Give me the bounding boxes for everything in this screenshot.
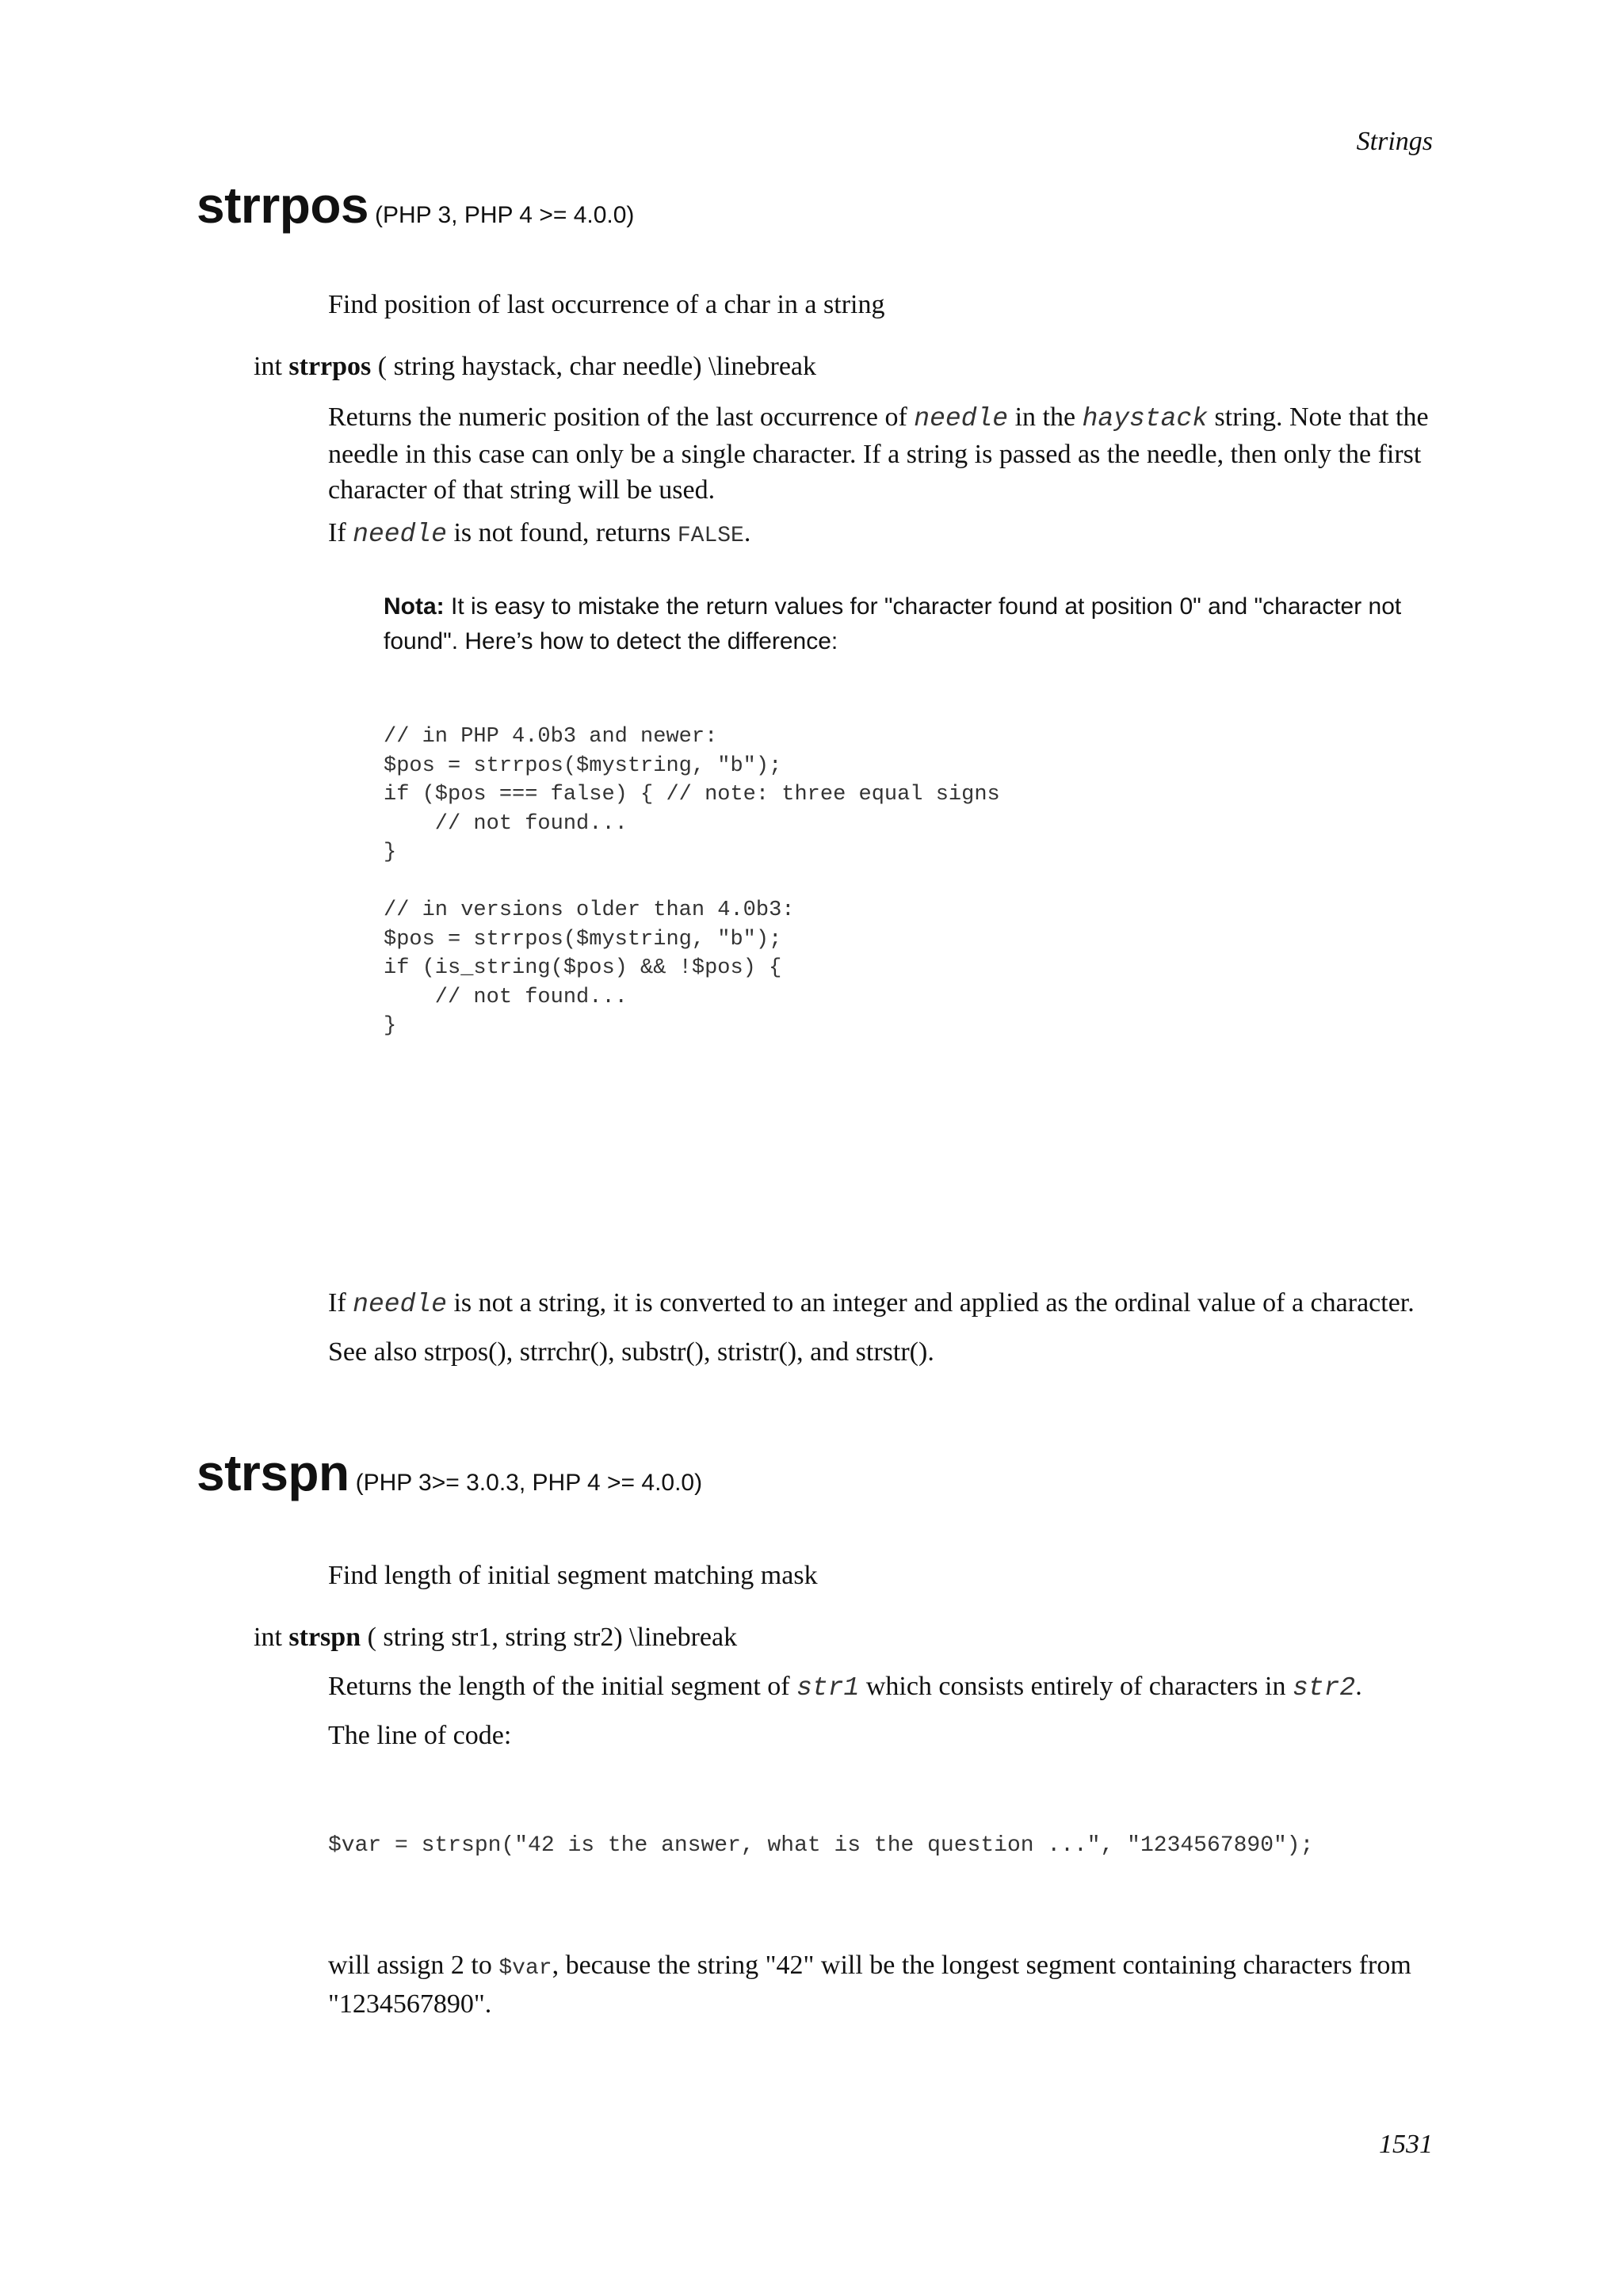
text-run: If — [328, 1288, 346, 1318]
parameter-name: needle — [914, 404, 1009, 433]
return-value-paragraph — [328, 515, 1438, 554]
code-example: // in PHP 4.0b3 and newer: $pos = strrpos($mystring, "b"); if ($pos === false) { // note: three equal signs // not found... } // in versions older than 4.0b3: $pos = strrpos($mystring, "b"); if (is_string($pos) && !$pos) { // not found... } — [384, 725, 1000, 1038]
note-text: It is easy to mistake the return values for "character found at position 0" and "character not found". Here’s how to detect the difference: — [384, 593, 1402, 654]
text-run: Returns the numeric position of the last occurrence of — [328, 402, 907, 432]
parameter-name: str1 — [796, 1673, 860, 1703]
result-explanation — [328, 1947, 1438, 2022]
parameter-name: needle — [353, 1290, 447, 1319]
note-label: Nota: — [384, 593, 445, 620]
text-run: . — [743, 518, 751, 547]
function-synopsis — [254, 349, 816, 384]
description-paragraph — [328, 1669, 1438, 1706]
note-block — [384, 589, 1438, 659]
synopsis-params: ( string str1, string str2) \linebreak — [367, 1623, 738, 1652]
parameter-name: haystack — [1082, 404, 1209, 433]
text-run: , because the string "42" will be the longest segment containing characters from "1234567890". — [328, 1951, 1411, 2019]
return-type: int — [254, 352, 282, 381]
text-run: will assign 2 to — [328, 1951, 492, 1980]
text-run: If — [328, 518, 346, 547]
page-number: 1531 — [1379, 2130, 1433, 2159]
constant-name: FALSE — [677, 524, 744, 548]
synopsis-function-name: strrpos — [288, 352, 372, 381]
function-name: strspn — [197, 1444, 349, 1501]
variable-name: $var — [498, 1956, 552, 1981]
parameter-name: needle — [353, 520, 447, 549]
function-purpose: Find length of initial segment matching mask — [328, 1561, 818, 1590]
version-info: (PHP 3, PHP 4 >= 4.0.0) — [375, 202, 635, 228]
text-run: is not a string, it is converted to an integer and applied as the ordinal value of a character. — [453, 1288, 1415, 1318]
synopsis-function-name: strspn — [288, 1623, 361, 1652]
running-header: Strings — [1356, 127, 1433, 156]
text-run: . — [1355, 1672, 1362, 1701]
description-paragraph — [328, 399, 1438, 508]
code-intro: The line of code: — [328, 1721, 512, 1750]
text-run: which consists entirely of characters in — [865, 1672, 1286, 1701]
text-run: Returns the length of the initial segment of — [328, 1672, 790, 1701]
text-run: string. Note that the needle in this case can only be a single character. If a string is passed as the needle, then only the first character of that string will be used. — [328, 402, 1429, 505]
text-run: is not found, returns — [453, 518, 671, 547]
synopsis-params: ( string haystack, char needle) \linebreak — [377, 352, 816, 381]
function-synopsis — [254, 1619, 737, 1655]
return-type: int — [254, 1623, 282, 1652]
code-example: $var = strspn("42 is the answer, what is the question ...", "1234567890"); — [328, 1833, 1314, 1858]
needle-conversion-paragraph — [328, 1285, 1438, 1322]
function-name: strrpos — [197, 177, 369, 234]
text-run: in the — [1014, 402, 1076, 432]
version-info: (PHP 3>= 3.0.3, PHP 4 >= 4.0.0) — [355, 1470, 703, 1496]
see-also: See also strpos(), strrchr(), substr(), stristr(), and strstr(). — [328, 1337, 934, 1367]
parameter-name: str2 — [1292, 1673, 1356, 1703]
entry-title-strrpos — [197, 176, 634, 235]
entry-title-strspn — [197, 1444, 702, 1502]
function-purpose: Find position of last occurrence of a char in a string — [328, 290, 885, 319]
